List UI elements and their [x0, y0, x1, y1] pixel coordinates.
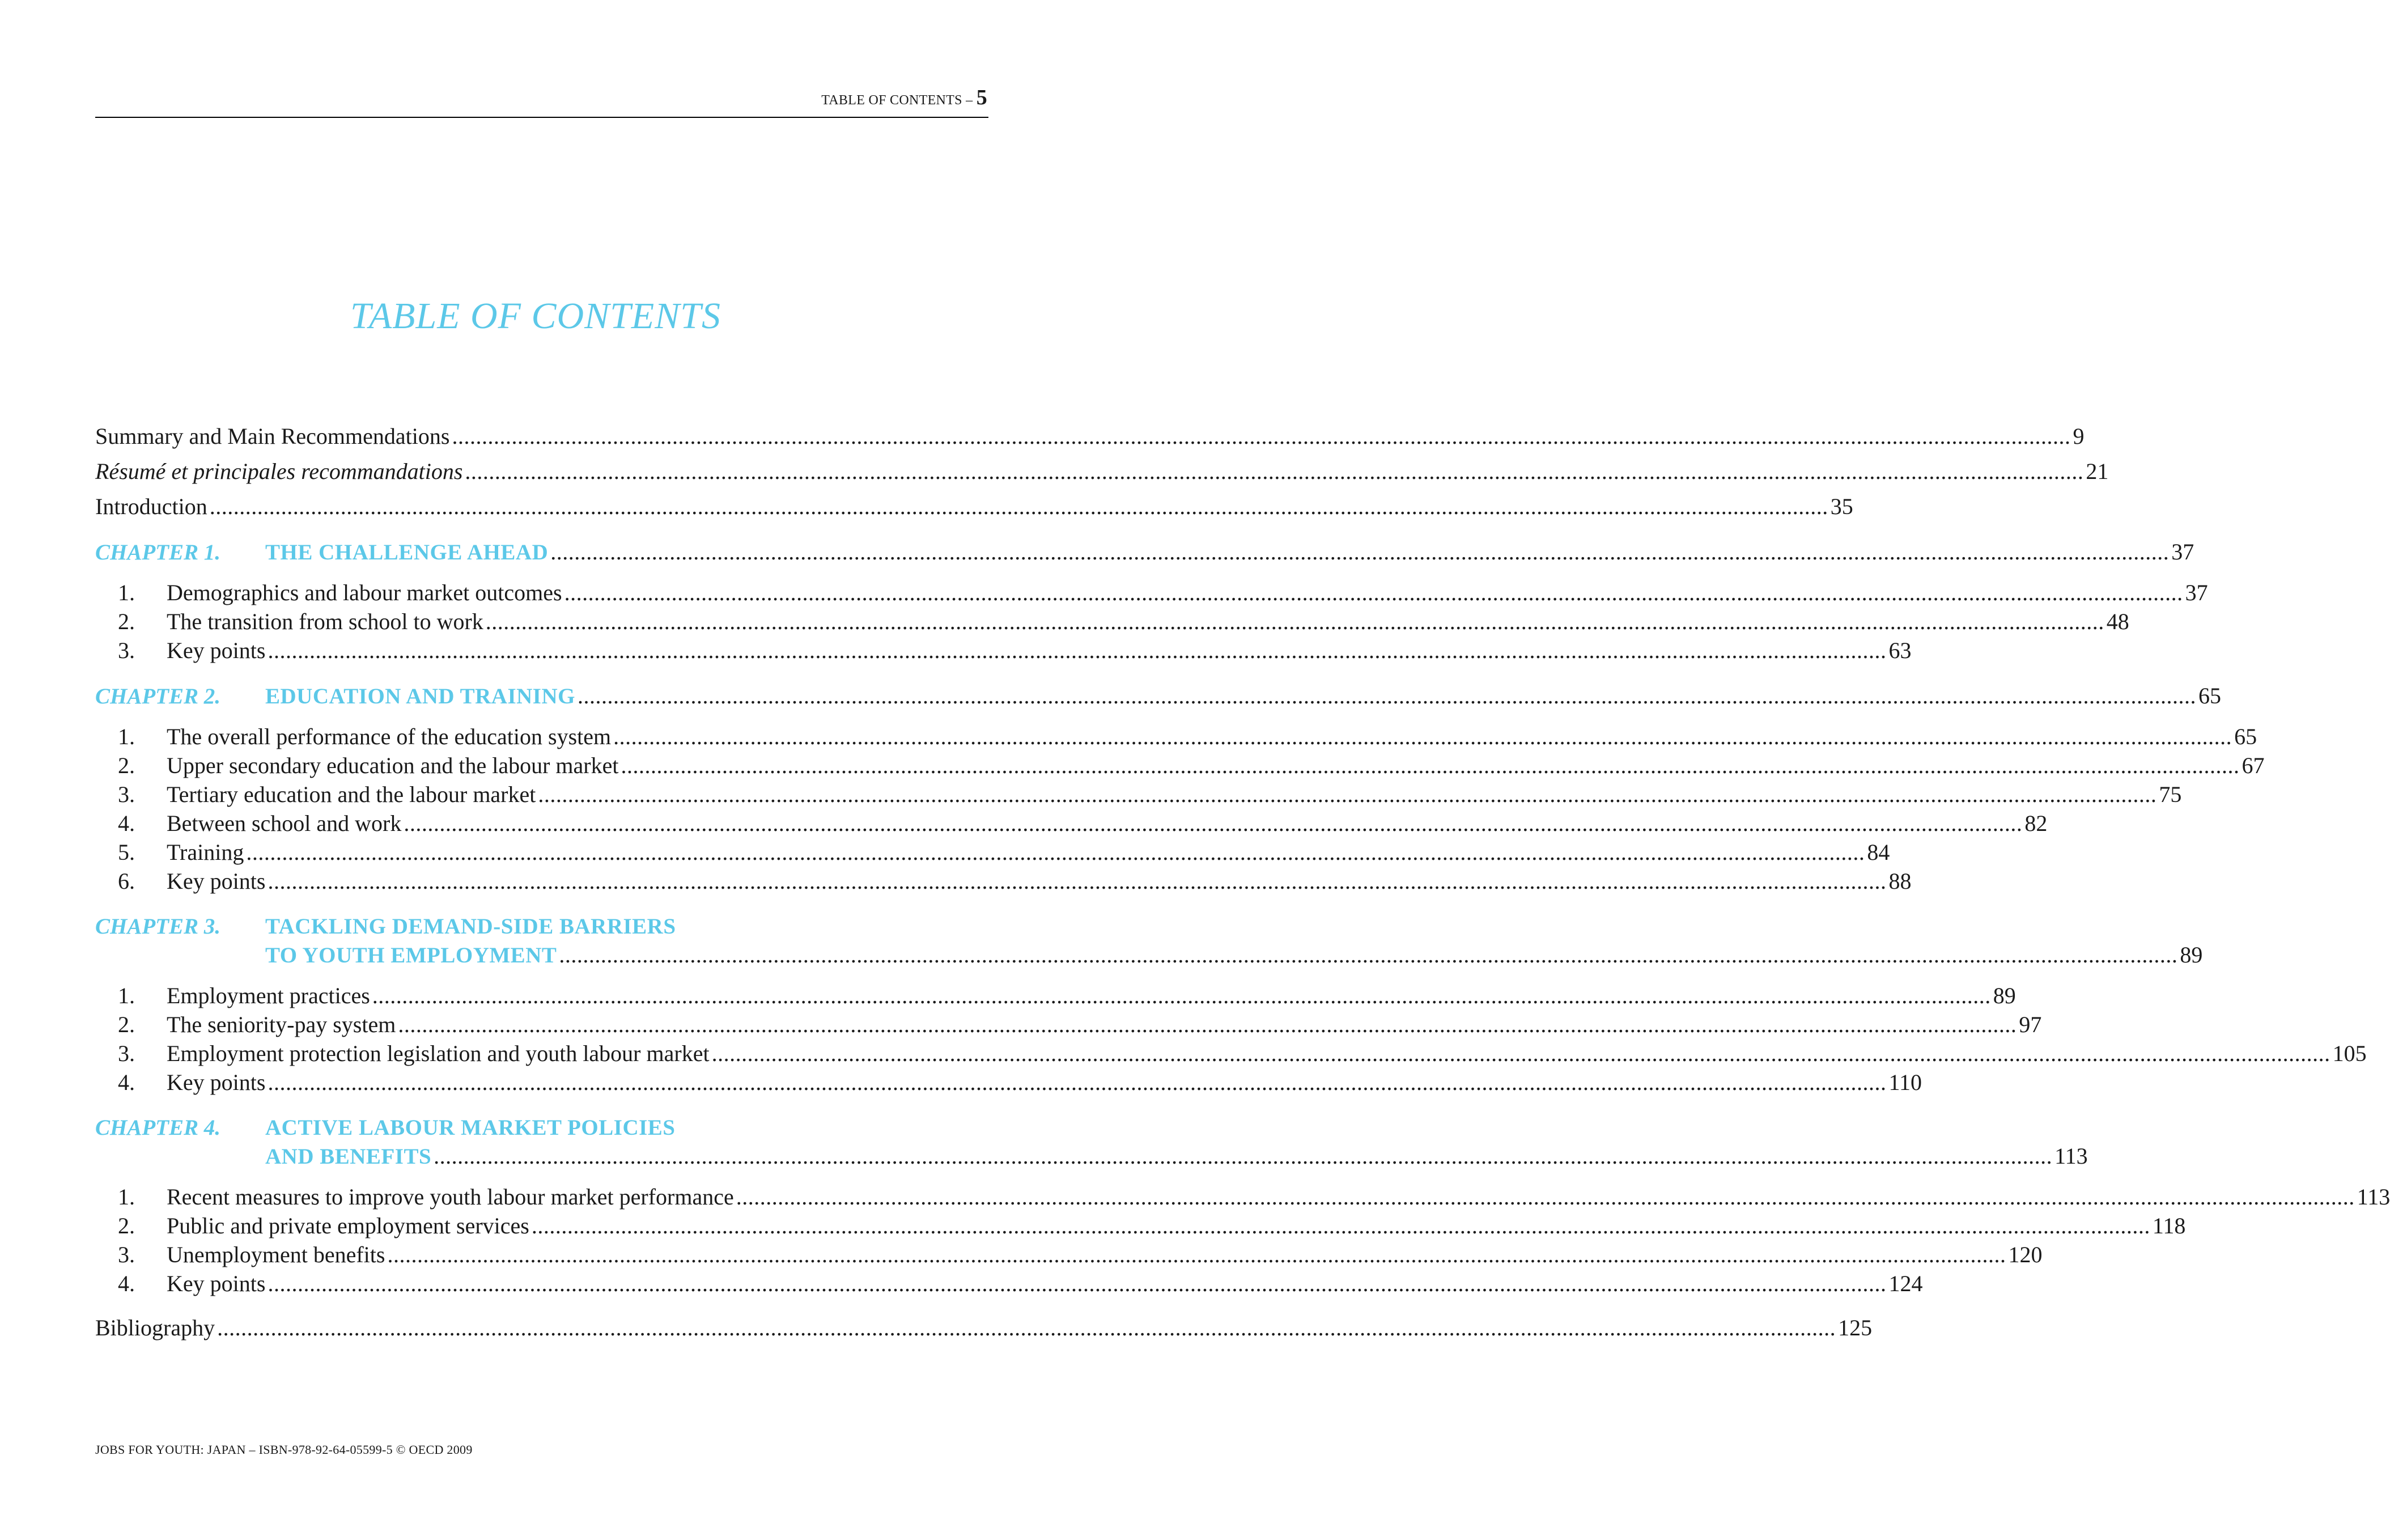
- chapter-number: CHAPTER 3.: [95, 914, 221, 939]
- toc-section[interactable]: [118, 636, 1912, 665]
- section-number: 3.: [118, 638, 135, 663]
- toc-section[interactable]: [118, 780, 2182, 809]
- section-page: 88: [1888, 868, 1912, 894]
- running-head-text: TABLE OF CONTENTS –: [821, 93, 977, 108]
- toc-section[interactable]: [118, 1240, 2043, 1269]
- section-page: 89: [1993, 983, 2016, 1008]
- toc-section[interactable]: [118, 607, 2129, 636]
- section-page: 65: [2234, 724, 2257, 749]
- section-page: 105: [2332, 1041, 2367, 1066]
- section-label: Employment practices: [167, 983, 370, 1008]
- toc-section[interactable]: [118, 578, 2208, 607]
- toc-section[interactable]: [118, 867, 1912, 896]
- dot-leader: [483, 607, 2107, 636]
- section-label: Key points: [167, 638, 266, 663]
- running-head: [821, 85, 987, 110]
- dot-leader: [562, 578, 2185, 607]
- section-number: 4.: [118, 1070, 135, 1095]
- section-page: 118: [2152, 1213, 2186, 1238]
- dot-leader: [401, 809, 2024, 838]
- section-number: 4.: [118, 1271, 135, 1296]
- dot-leader: [385, 1240, 2008, 1269]
- toc-entry-label: Bibliography: [95, 1315, 215, 1340]
- section-number: 2.: [118, 1213, 135, 1238]
- toc-section[interactable]: [118, 751, 2265, 780]
- chapter-2-sections: [95, 722, 2265, 896]
- dot-leader: [611, 722, 2234, 751]
- chapter-title: EDUCATION AND TRAINING: [265, 684, 575, 709]
- section-page: 124: [1888, 1271, 1923, 1296]
- section-page: 113: [2357, 1184, 2390, 1210]
- dot-leader: [462, 457, 2086, 486]
- toc-section[interactable]: [118, 1211, 2186, 1240]
- dot-leader: [575, 682, 2198, 710]
- chapter-page: 89: [2180, 942, 2203, 968]
- section-number: 3.: [118, 1242, 135, 1267]
- toc-section[interactable]: [118, 1182, 2390, 1211]
- section-page: 63: [1888, 638, 1912, 663]
- dot-leader: [710, 1039, 2333, 1068]
- toc-section[interactable]: [118, 809, 2048, 838]
- dot-leader: [396, 1010, 2019, 1039]
- toc-entry-label: Résumé et principales recommandations: [95, 459, 463, 484]
- section-number: 1.: [118, 580, 135, 605]
- toc-section[interactable]: [118, 1039, 2367, 1068]
- section-number: 4.: [118, 811, 135, 836]
- section-label: Key points: [167, 868, 266, 894]
- chapter-title: TO YOUTH EMPLOYMENT: [265, 943, 557, 968]
- chapter-number: CHAPTER 2.: [95, 684, 221, 709]
- toc-entry-label: Introduction: [95, 494, 207, 519]
- section-label: Public and private employment services: [167, 1213, 529, 1238]
- chapter-page: 37: [2171, 539, 2194, 565]
- page-footer: JOBS FOR YOUTH: JAPAN – ISBN-978-92-64-05599-5 © OECD 2009: [95, 1443, 473, 1457]
- toc-section[interactable]: [118, 1269, 1923, 1298]
- section-number: 3.: [118, 782, 135, 807]
- toc-section[interactable]: [118, 838, 1890, 867]
- section-page: 97: [2019, 1012, 2042, 1037]
- section-page: 37: [2185, 580, 2208, 605]
- toc-chapter-3[interactable]: [95, 913, 2203, 970]
- chapter-page: 65: [2198, 683, 2221, 709]
- chapter-number: CHAPTER 1.: [95, 540, 221, 565]
- section-number: 2.: [118, 609, 135, 634]
- section-number: 2.: [118, 753, 135, 778]
- chapter-page: 113: [2054, 1143, 2088, 1169]
- dot-leader: [265, 636, 1888, 665]
- toc-chapter-2[interactable]: [95, 682, 2221, 711]
- chapter-number: CHAPTER 4.: [95, 1115, 221, 1140]
- section-label: Unemployment benefits: [167, 1242, 385, 1267]
- dot-leader: [265, 1269, 1888, 1298]
- dot-leader: [449, 422, 2073, 451]
- section-number: 1.: [118, 724, 135, 749]
- toc-section[interactable]: [118, 1010, 2042, 1039]
- toc-entry-label: Summary and Main Recommendations: [95, 423, 450, 449]
- toc-section[interactable]: [118, 1068, 1922, 1097]
- toc-entry-bibliography[interactable]: [95, 1314, 1873, 1342]
- toc-entry-page: 35: [1830, 494, 1853, 519]
- toc-entry-page: 21: [2086, 459, 2109, 484]
- chapter-1-sections: [95, 578, 2208, 665]
- toc-entry-summary[interactable]: [95, 422, 2085, 451]
- section-page: 48: [2106, 609, 2129, 634]
- section-page: 67: [2242, 753, 2265, 778]
- toc-section[interactable]: [118, 722, 2257, 751]
- section-label: Recent measures to improve youth labour market performance: [167, 1184, 734, 1210]
- dot-leader: [618, 751, 2242, 780]
- chapter-title-line: TACKLING DEMAND-SIDE BARRIERS: [265, 914, 676, 939]
- section-number: 6.: [118, 868, 135, 894]
- section-label: Key points: [167, 1070, 266, 1095]
- section-label: Between school and work: [167, 811, 402, 836]
- toc-chapter-1[interactable]: [95, 538, 2194, 567]
- dot-leader: [431, 1142, 2054, 1170]
- dot-leader: [207, 493, 1831, 521]
- dot-leader: [557, 941, 2180, 969]
- section-label: Demographics and labour market outcomes: [167, 580, 562, 605]
- dot-leader: [215, 1314, 1838, 1342]
- dot-leader: [536, 780, 2159, 809]
- toc-section[interactable]: [118, 981, 2016, 1010]
- dot-leader: [734, 1182, 2357, 1211]
- section-page: 84: [1867, 839, 1890, 865]
- section-label: The overall performance of the education system: [167, 724, 612, 749]
- section-number: 5.: [118, 839, 135, 865]
- toc-entry-introduction[interactable]: [95, 493, 1853, 521]
- section-label: Tertiary education and the labour market: [167, 782, 536, 807]
- chapter-title: AND BENEFITS: [265, 1144, 432, 1169]
- dot-leader: [529, 1211, 2153, 1240]
- section-number: 3.: [118, 1041, 135, 1066]
- toc-chapter-4[interactable]: [95, 1114, 2088, 1171]
- toc-entry-page: 9: [2073, 423, 2085, 449]
- page-title: TABLE OF CONTENTS: [350, 295, 721, 337]
- chapter-4-sections: [95, 1182, 2390, 1298]
- section-page: 120: [2008, 1242, 2043, 1267]
- section-label: The transition from school to work: [167, 609, 483, 634]
- section-label: Employment protection legislation and youth labour market: [167, 1041, 710, 1066]
- dot-leader: [265, 1068, 1888, 1097]
- section-number: 2.: [118, 1012, 135, 1037]
- dot-leader: [370, 981, 1993, 1010]
- section-label: Training: [167, 839, 244, 865]
- section-number: 1.: [118, 1184, 135, 1210]
- toc-entry-page: 125: [1838, 1315, 1873, 1340]
- dot-leader: [548, 538, 2171, 566]
- running-head-page-number: 5: [976, 86, 987, 109]
- header-rule: [95, 117, 988, 118]
- chapter-title-line: ACTIVE LABOUR MARKET POLICIES: [265, 1115, 676, 1140]
- dot-leader: [244, 838, 1867, 867]
- section-label: The seniority-pay system: [167, 1012, 396, 1037]
- chapter-3-sections: [95, 981, 2367, 1097]
- section-page: 82: [2024, 811, 2048, 836]
- section-label: Key points: [167, 1271, 266, 1296]
- section-label: Upper secondary education and the labour market: [167, 753, 619, 778]
- section-page: 110: [1888, 1070, 1922, 1095]
- section-number: 1.: [118, 983, 135, 1008]
- section-page: 75: [2159, 782, 2182, 807]
- chapter-title: THE CHALLENGE AHEAD: [265, 540, 549, 565]
- dot-leader: [265, 867, 1888, 896]
- toc-entry-resume[interactable]: [95, 457, 2109, 486]
- table-of-contents: [95, 422, 2390, 1342]
